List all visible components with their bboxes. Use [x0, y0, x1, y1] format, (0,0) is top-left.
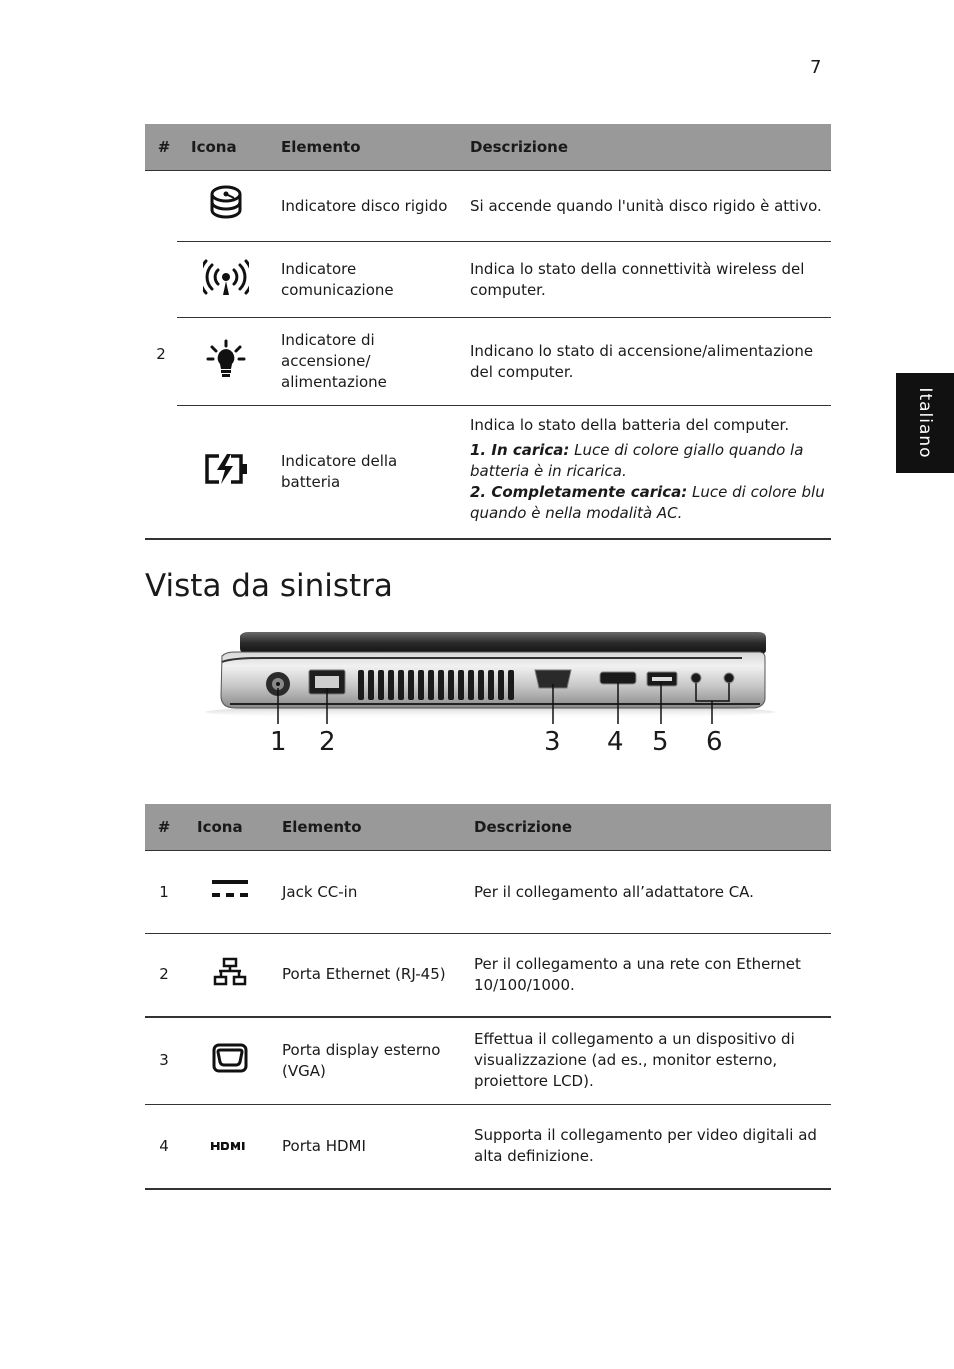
element-description: Indicano lo stato di accensione/alimentazione del computer.: [464, 318, 831, 406]
status-label: 2. Completamente carica:: [470, 483, 688, 502]
language-side-tab: [896, 373, 954, 473]
element-description: Supporta il collegamento per video digitali ad alta definizione.: [468, 1105, 831, 1189]
table-row: [145, 318, 831, 406]
language-label: Italiano: [915, 387, 935, 459]
callout-5: 5: [652, 727, 669, 757]
row-number: 4: [145, 1105, 183, 1189]
page-number: 7: [810, 57, 822, 78]
row-number: 2: [145, 934, 183, 1017]
header-element: Elemento: [275, 124, 464, 171]
table-row: [145, 1017, 831, 1105]
element-description-cell: [464, 406, 831, 539]
header-description: Descrizione: [464, 124, 831, 171]
header-num: #: [145, 124, 177, 171]
row-number: 1: [145, 851, 183, 934]
element-description: Effettua il collegamento a un dispositivo di visualizzazione (ad es., monitor esterno, proiettore LCD).: [468, 1017, 831, 1105]
header-icon: Icona: [177, 124, 275, 171]
element-name: Porta display esterno (VGA): [276, 1017, 468, 1105]
table-header-row: [145, 804, 831, 851]
header-icon: Icona: [183, 804, 276, 851]
wireless-indicator-icon: [177, 242, 275, 318]
element-name: Indicatore disco rigido: [275, 171, 464, 242]
table-row: [145, 171, 831, 242]
element-name: Indicatore di accensione/ alimentazione: [275, 318, 464, 406]
element-description: Per il collegamento all’adattatore CA.: [468, 851, 831, 934]
table-row: [145, 242, 831, 318]
callout-1: 1: [270, 727, 287, 757]
section-title: Vista da sinistra: [145, 568, 393, 604]
header-element: Elemento: [276, 804, 468, 851]
table-header-row: [145, 124, 831, 171]
laptop-left-side-illustration: [200, 626, 780, 766]
element-name: Porta HDMI: [276, 1105, 468, 1189]
element-name: Indicatore della batteria: [275, 406, 464, 539]
callout-4: 4: [607, 727, 624, 757]
hdmi-icon: [183, 1105, 276, 1189]
battery-indicator-icon: [177, 406, 275, 539]
callout-6: 6: [706, 727, 723, 757]
element-description: Indica lo stato della batteria del computer.: [470, 416, 790, 435]
table-row: [145, 851, 831, 934]
ethernet-icon: [183, 934, 276, 1017]
element-description: Per il collegamento a una rete con Ethernet 10/100/1000.: [468, 934, 831, 1017]
indicators-table: [145, 124, 831, 540]
table-row: [145, 934, 831, 1017]
element-name: Porta Ethernet (RJ-45): [276, 934, 468, 1017]
vga-icon: [183, 1017, 276, 1105]
ports-table: [145, 804, 831, 1190]
table-row: [145, 1105, 831, 1189]
hdd-indicator-icon: [177, 171, 275, 242]
element-description: Si accende quando l'unità disco rigido è attivo.: [464, 171, 831, 242]
callout-2: 2: [319, 727, 336, 757]
status-label: 1. In carica:: [470, 441, 570, 460]
table-row: [145, 406, 831, 539]
callout-3: 3: [544, 727, 561, 757]
header-description: Descrizione: [468, 804, 831, 851]
power-indicator-icon: [177, 318, 275, 406]
dc-in-icon: [183, 851, 276, 934]
header-num: #: [145, 804, 183, 851]
element-name: Indicatore comunicazione: [275, 242, 464, 318]
element-description: Indica lo stato della connettività wireless del computer.: [464, 242, 831, 318]
status-text: Luce di colore giallo quando la batteria è in ricarica.: [470, 441, 804, 481]
battery-status-charging: [470, 440, 825, 482]
status-text: Luce di colore blu quando è nella modalità AC.: [470, 483, 825, 523]
element-name: Jack CC-in: [276, 851, 468, 934]
battery-status-full: [470, 482, 825, 524]
row-number: 3: [145, 1017, 183, 1105]
row-number: 2: [145, 171, 177, 539]
